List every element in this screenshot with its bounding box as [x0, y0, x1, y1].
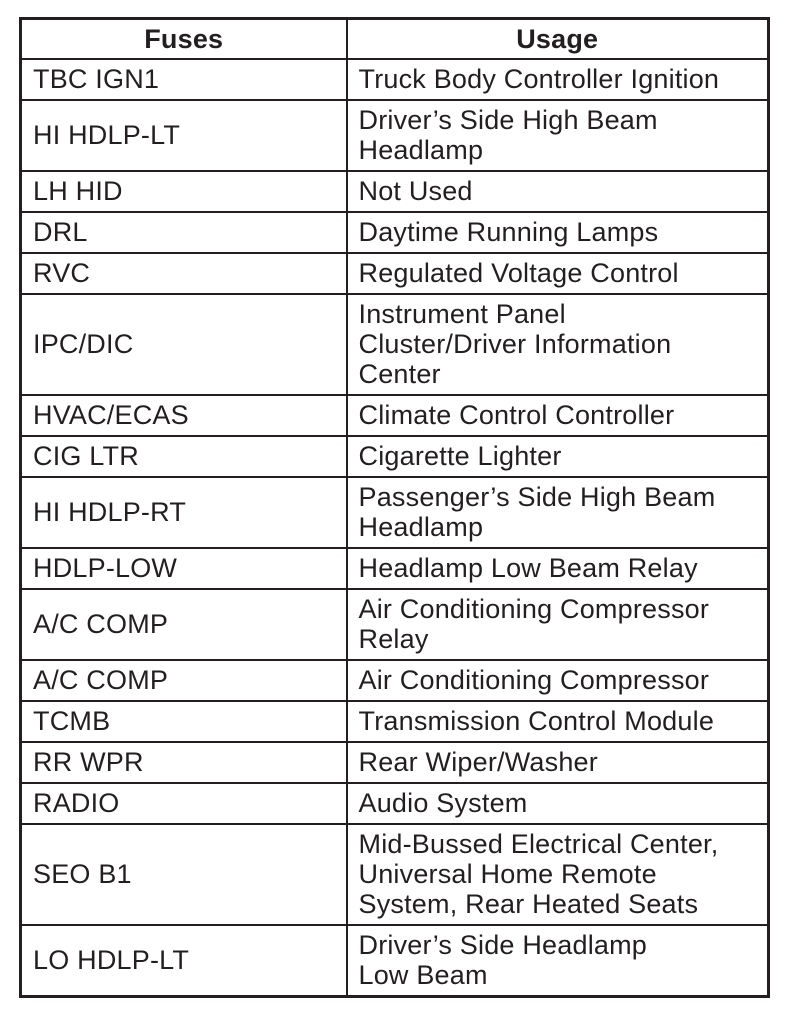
- fuse-cell: HVAC/ECAS: [21, 395, 347, 436]
- fuse-cell: CIG LTR: [21, 436, 347, 477]
- usage-cell: [347, 660, 769, 701]
- usage-text: Passenger’s Side High Beam Headlamp: [358, 482, 716, 542]
- usage-cell: [347, 171, 769, 212]
- usage-text: Cigarette Lighter: [358, 441, 562, 471]
- fuse-cell: TBC IGN1: [21, 59, 347, 100]
- header-fuses: Fuses: [21, 19, 347, 60]
- usage-cell: [347, 589, 769, 660]
- table-row: [21, 395, 769, 436]
- usage-text: Driver’s Side Headlamp Low Beam: [358, 930, 648, 990]
- usage-cell: [347, 783, 769, 824]
- usage-text: Truck Body Controller Ignition: [358, 64, 720, 94]
- table-row: [21, 59, 769, 100]
- usage-text: Transmission Control Module: [358, 706, 715, 736]
- fuse-cell: HI HDLP-LT: [21, 100, 347, 171]
- usage-cell: [347, 100, 769, 171]
- usage-cell: [347, 701, 769, 742]
- fuse-cell: RVC: [21, 253, 347, 294]
- usage-text: Mid-Bussed Electrical Center, Universal Home Remote System, Rear Heated Seats: [358, 829, 719, 919]
- usage-cell: [347, 548, 769, 589]
- fuse-cell: TCMB: [21, 701, 347, 742]
- fuse-cell: HI HDLP-RT: [21, 477, 347, 548]
- usage-cell: [347, 395, 769, 436]
- table-row: [21, 477, 769, 548]
- fuse-cell: LO HDLP-LT: [21, 925, 347, 997]
- usage-text: Audio System: [358, 788, 528, 818]
- usage-text: Rear Wiper/Washer: [358, 747, 598, 777]
- header-usage: Usage: [347, 19, 769, 60]
- usage-text: Climate Control Controller: [358, 400, 675, 430]
- table-row: [21, 294, 769, 395]
- usage-cell: [347, 294, 769, 395]
- table-row: [21, 548, 769, 589]
- usage-cell: [347, 742, 769, 783]
- usage-cell: [347, 477, 769, 548]
- usage-text: Not Used: [358, 176, 473, 206]
- fuse-cell: DRL: [21, 212, 347, 253]
- usage-text: Air Conditioning Compressor Relay: [358, 594, 710, 654]
- usage-cell: [347, 824, 769, 925]
- table-row: [21, 701, 769, 742]
- table-row: [21, 100, 769, 171]
- usage-text: Headlamp Low Beam Relay: [358, 553, 698, 583]
- table-row: [21, 212, 769, 253]
- table-row: [21, 824, 769, 925]
- usage-text: Air Conditioning Compressor: [358, 665, 710, 695]
- table-row: [21, 660, 769, 701]
- fuse-cell: SEO B1: [21, 824, 347, 925]
- table-row: [21, 253, 769, 294]
- fuse-cell: RR WPR: [21, 742, 347, 783]
- table-row: [21, 436, 769, 477]
- usage-text: Regulated Voltage Control: [358, 258, 679, 288]
- table-row: [21, 925, 769, 997]
- fuse-cell: LH HID: [21, 171, 347, 212]
- table-header-row: [21, 19, 769, 60]
- usage-cell: [347, 59, 769, 100]
- fuse-cell: A/C COMP: [21, 589, 347, 660]
- usage-text: Daytime Running Lamps: [358, 217, 659, 247]
- table-row: [21, 589, 769, 660]
- table-row: [21, 171, 769, 212]
- fuse-cell: HDLP-LOW: [21, 548, 347, 589]
- fuse-cell: A/C COMP: [21, 660, 347, 701]
- usage-text: Instrument Panel Cluster/Driver Information Center: [358, 299, 672, 389]
- table-body: [21, 59, 769, 997]
- usage-cell: [347, 925, 769, 997]
- fuse-table-container: [19, 17, 767, 998]
- table-row: [21, 742, 769, 783]
- table-row: [21, 783, 769, 824]
- fuse-cell: IPC/DIC: [21, 294, 347, 395]
- usage-cell: [347, 253, 769, 294]
- usage-cell: [347, 436, 769, 477]
- usage-text: Driver’s Side High Beam Headlamp: [358, 105, 658, 165]
- fuse-cell: RADIO: [21, 783, 347, 824]
- usage-cell: [347, 212, 769, 253]
- fuse-usage-table: [19, 17, 770, 998]
